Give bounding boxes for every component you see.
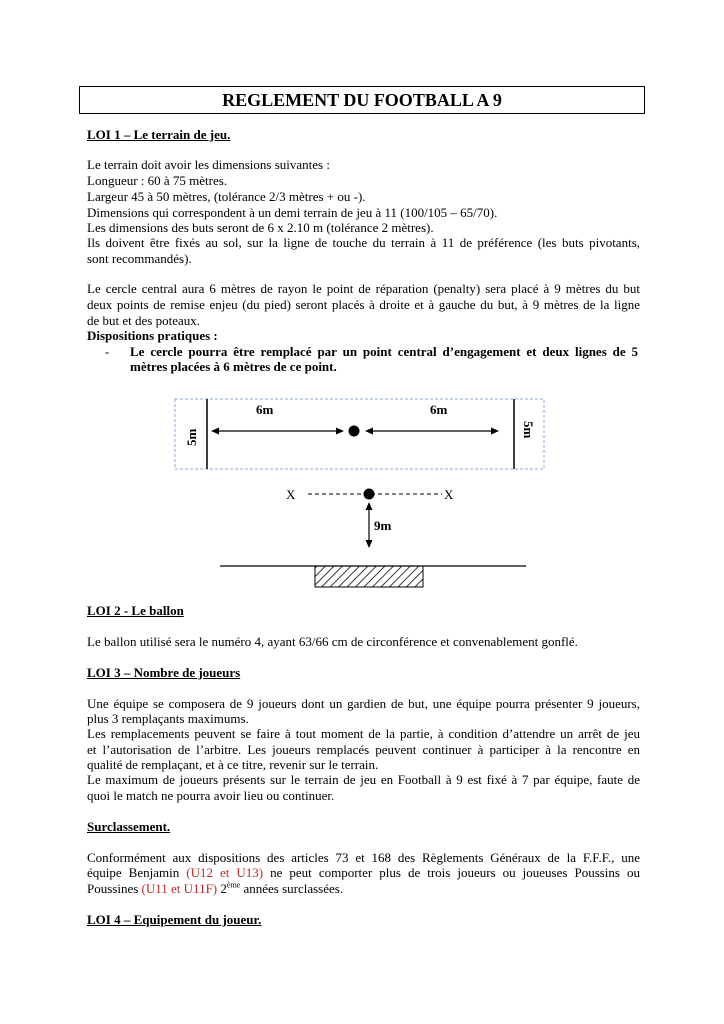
- page-title: REGLEMENT DU FOOTBALL A 9: [79, 86, 645, 114]
- center-spot: [349, 426, 360, 437]
- label-9m: 9m: [374, 518, 392, 533]
- center-zone-dashed-box: [175, 399, 544, 469]
- label-5m-right: 5m: [521, 421, 536, 439]
- loi1-fix-line-1: Ils doivent être fixés au sol, sur la ligne de touche du terrain à 11 de préférence (les buts pivotants,: [87, 235, 640, 250]
- label-x-right: X: [444, 487, 454, 502]
- loi3-p3-line-2: quoi le match ne pourra avoir lieu ou continuer.: [87, 788, 335, 803]
- age-category-poussins: (U11 et U11F): [141, 881, 218, 896]
- loi2-heading: LOI 2 - Le ballon: [87, 603, 184, 618]
- loi2-text: Le ballon utilisé sera le numéro 4, ayant 63/66 cm de circonférence et convenablement gonflé.: [87, 634, 578, 649]
- age-category-benjamin: (U12 et U13): [186, 865, 264, 880]
- loi1-cercle-line-2: deux points de remise enjeu (du pied) seront placés à droite et à gauche du but, à 9 mètres de la ligne: [87, 297, 640, 312]
- label-x-left: X: [286, 487, 296, 502]
- loi3-p2-line-2: et l’autorisation de l’arbitre. Les joueurs remplacés peuvent continuer à participer à la rencontre en: [87, 742, 640, 757]
- loi4-heading: LOI 4 – Equipement du joueur.: [87, 912, 262, 927]
- loi1-line-3: Largeur 45 à 50 mètres, (tolérance 2/3 mètres + ou -).: [87, 189, 366, 204]
- bullet-dash: -: [105, 344, 110, 359]
- loi1-line-1: Le terrain doit avoir les dimensions suivantes :: [87, 157, 330, 172]
- loi1-line-2: Longueur : 60 à 75 mètres.: [87, 173, 228, 188]
- surclassement-line-1: Conformément aux dispositions des articles 73 et 168 des Règlements Généraux de la F.F.F., une: [87, 850, 640, 865]
- loi3-p2-line-3: qualité de remplaçant, et à ce titre, revenir sur le terrain.: [87, 757, 379, 772]
- loi3-heading: LOI 3 – Nombre de joueurs: [87, 665, 241, 680]
- bullet-line-2: mètres placées à 6 mètres de ce point.: [130, 359, 337, 374]
- loi1-line-5: Les dimensions des buts seront de 6 x 2.10 m (tolérance 2 mètres).: [87, 220, 434, 235]
- surclassement-heading: Surclassement.: [87, 819, 171, 834]
- label-6m-right: 6m: [430, 402, 448, 417]
- loi1-heading: LOI 1 – Le terrain de jeu.: [87, 127, 231, 142]
- loi3-p1-line-2: plus 3 remplaçants maximums.: [87, 711, 249, 726]
- loi3-p1-line-1: Une équipe se composera de 9 joueurs dont un gardien de but, une équipe pourra présenter 9 joueurs,: [87, 696, 640, 711]
- loi1-line-4: Dimensions qui correspondent à un demi terrain de jeu à 11 (100/105 – 65/70).: [87, 205, 498, 220]
- loi1-cercle-line-3: de but et des poteaux.: [87, 313, 200, 328]
- surclassement-line-2: équipe Benjamin (U12 et U13) ne peut comporter plus de trois joueurs ou joueuses Poussins ou: [87, 865, 641, 880]
- loi1-cercle-line-1: Le cercle central aura 6 mètres de rayon le point de réparation (penalty) sera placé à 9 mètres du but: [87, 281, 640, 296]
- label-5m-left: 5m: [184, 428, 199, 446]
- surclassement-line-3: Poussines (U11 et U11F) 2ème années surclassées.: [87, 880, 344, 896]
- loi1-fix-line-2: sont recommandés).: [87, 251, 192, 266]
- bullet-line-1: Le cercle pourra être remplacé par un point central d’engagement et deux lignes de 5: [130, 344, 638, 359]
- loi3-p3-line-1: Le maximum de joueurs présents sur le terrain de jeu en Football à 9 est fixé à 7 par équipe, faute de: [87, 772, 640, 787]
- dispositions-heading: Dispositions pratiques :: [87, 328, 218, 343]
- goal-box: [315, 566, 423, 587]
- penalty-spot: [364, 489, 375, 500]
- label-6m-left: 6m: [256, 402, 274, 417]
- loi3-p2-line-1: Les remplacements peuvent se faire à tout moment de la partie, à condition d’attendre un arrêt de jeu: [87, 726, 640, 741]
